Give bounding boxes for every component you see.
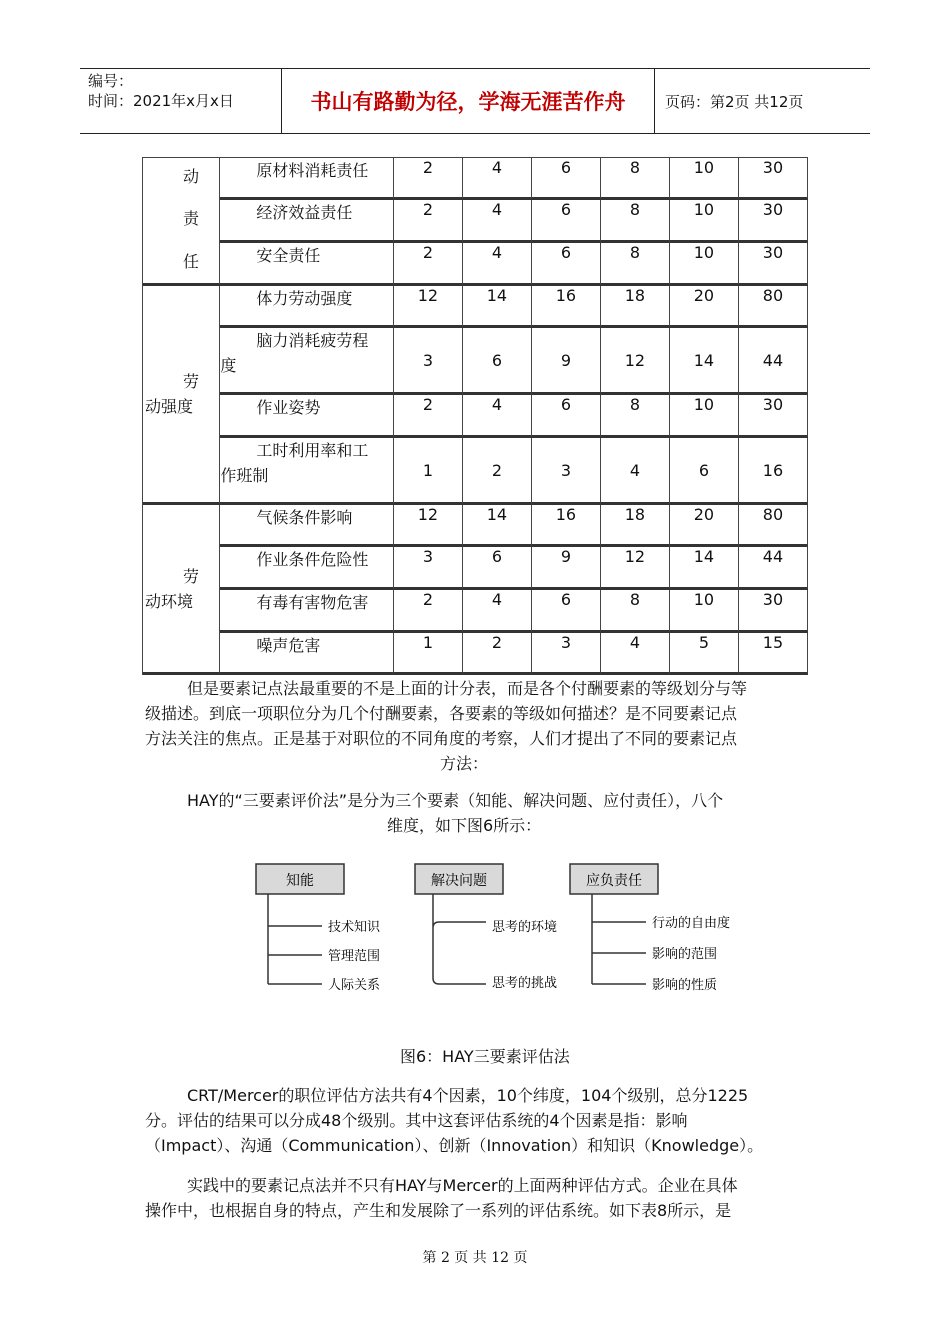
score-cell: 12 — [601, 547, 670, 590]
score-cell: 10 — [670, 200, 739, 243]
category-cell-responsibility — [143, 158, 220, 200]
para1-line2: 级描述。到底一项职位分为几个付酬要素，各要素的等级如何描述？是不同要素记点 — [145, 704, 738, 723]
score-cell: 6 — [532, 158, 601, 200]
diagram-group-problem-solving — [415, 864, 557, 991]
score-cell: 20 — [670, 286, 739, 328]
score-cell: 30 — [739, 395, 808, 438]
score-cell: 6 — [532, 200, 601, 243]
factor-label: 作业条件危险性 — [256, 550, 369, 569]
score-cell: 8 — [601, 590, 670, 633]
box-accountability-label: 应负责任 — [586, 873, 642, 889]
item-accountability-3: 影响的性质 — [652, 978, 718, 993]
hay-three-factor-diagram — [250, 856, 750, 1000]
score-cell: 6 — [532, 243, 601, 286]
header-motto: 书山有路勤为径，学海无涯苦作舟 — [282, 69, 655, 133]
score-cell: 2 — [394, 590, 463, 633]
category-environment-line2: 动环境 — [145, 591, 194, 611]
score-cell: 3 — [394, 547, 463, 590]
score-cell: 30 — [739, 243, 808, 286]
score-cell: 2 — [463, 633, 532, 675]
para2-line1: HAY的“三要素评价法”是分为三个要素（知能、解决问题、应付责任），八个 — [187, 791, 724, 810]
diagram-group-accountability — [570, 864, 730, 993]
category-char: 任 — [183, 252, 200, 271]
header-page-info: 页码：第2页 共12页 — [665, 92, 804, 111]
score-cell: 1 — [394, 633, 463, 675]
factor-label: 工时利用率和工 — [256, 441, 369, 460]
item-knowledge-3: 人际关系 — [328, 978, 381, 993]
factor-label: 噪声危害 — [256, 636, 321, 655]
factor-label: 体力劳动强度 — [256, 289, 353, 308]
score-cell: 6 — [670, 438, 739, 505]
score-cell: 3 — [394, 328, 463, 395]
score-cell: 2 — [394, 158, 463, 200]
factor-label-cell — [220, 395, 394, 438]
factor-label-cell — [220, 158, 394, 200]
para3-line3: （Impact）、沟通（Communication）、创新（Innovation）和知识（Knowledge）。 — [145, 1136, 764, 1155]
table-row — [143, 590, 808, 633]
factor-label-cell — [220, 243, 394, 286]
header-meta — [80, 69, 282, 133]
score-cell: 8 — [601, 243, 670, 286]
score-cell: 10 — [670, 590, 739, 633]
para1-line4: 方法： — [440, 754, 489, 773]
page-header — [80, 68, 870, 134]
score-cell: 16 — [532, 286, 601, 328]
score-cell: 9 — [532, 547, 601, 590]
score-cell: 44 — [739, 547, 808, 590]
score-cell: 4 — [601, 633, 670, 675]
factor-label: 有毒有害物危害 — [256, 593, 369, 612]
para3-line2: 分。评估的结果可以分成48个级别。其中这套评估系统的4个因素是指：影响 — [145, 1111, 688, 1130]
item-problem-1: 思考的环境 — [492, 920, 558, 935]
category-intensity-line2: 动强度 — [145, 397, 194, 416]
score-cell: 4 — [463, 158, 532, 200]
connector-problem-solving — [433, 894, 486, 984]
connector-accountability — [592, 894, 646, 984]
score-cell: 4 — [601, 438, 670, 505]
factor-label-cell — [220, 286, 394, 328]
score-cell: 12 — [601, 328, 670, 395]
header-date: 时间：2021年x月x日 — [88, 92, 234, 110]
para1-line1: 但是要素记点法最重要的不是上面的计分表，而是各个付酬要素的等级划分与等 — [187, 679, 748, 698]
table-row — [143, 505, 808, 547]
score-cell: 20 — [670, 505, 739, 547]
category-cell-responsibility — [143, 243, 220, 286]
score-cell: 3 — [532, 438, 601, 505]
score-cell: 15 — [739, 633, 808, 675]
score-cell: 10 — [670, 158, 739, 200]
factor-label: 经济效益责任 — [256, 203, 353, 222]
item-knowledge-1: 技术知识 — [328, 920, 381, 935]
score-cell: 10 — [670, 243, 739, 286]
factor-label-cont: 作班制 — [220, 466, 269, 485]
header-code-label: 编号： — [88, 72, 134, 90]
score-cell: 6 — [463, 547, 532, 590]
score-cell: 4 — [463, 200, 532, 243]
factor-label-cell — [220, 547, 394, 590]
category-cell-responsibility — [143, 200, 220, 243]
connector-knowledge — [268, 894, 322, 984]
score-cell: 16 — [532, 505, 601, 547]
score-cell: 2 — [394, 243, 463, 286]
score-cell: 80 — [739, 286, 808, 328]
score-cell: 10 — [670, 395, 739, 438]
box-problem-solving-label: 解决问题 — [431, 873, 487, 889]
score-cell: 8 — [601, 200, 670, 243]
factor-label-cell — [220, 200, 394, 243]
factor-label-cell — [220, 438, 394, 505]
score-cell: 5 — [670, 633, 739, 675]
box-knowledge-label: 知能 — [286, 873, 314, 889]
category-char: 责 — [183, 209, 200, 228]
table-row — [143, 633, 808, 675]
score-cell: 80 — [739, 505, 808, 547]
score-cell: 14 — [463, 505, 532, 547]
score-table — [142, 157, 808, 675]
table-row — [143, 395, 808, 438]
category-environment-line1: 劳 — [183, 566, 200, 586]
table-row — [143, 438, 808, 505]
score-cell: 30 — [739, 200, 808, 243]
score-cell: 12 — [394, 286, 463, 328]
score-cell: 6 — [532, 590, 601, 633]
table-row — [143, 328, 808, 395]
para2-line2: 维度，如下图6所示： — [387, 816, 542, 835]
score-cell: 14 — [670, 547, 739, 590]
para4-line1: 实践中的要素记点法并不只有HAY与Mercer的上面两种评估方式。企业在具体 — [187, 1176, 738, 1195]
score-cell: 16 — [739, 438, 808, 505]
factor-label: 脑力消耗疲劳程 — [256, 331, 369, 350]
category-cell-environment — [143, 505, 220, 675]
score-cell: 4 — [463, 590, 532, 633]
table-row — [143, 158, 808, 200]
score-cell: 3 — [532, 633, 601, 675]
factor-label: 安全责任 — [256, 246, 321, 265]
score-cell: 14 — [463, 286, 532, 328]
diagram-group-knowledge — [256, 864, 381, 993]
factor-label-cell — [220, 328, 394, 395]
item-problem-2: 思考的挑战 — [492, 976, 558, 991]
score-cell: 2 — [463, 438, 532, 505]
item-knowledge-2: 管理范围 — [328, 949, 381, 964]
item-accountability-1: 行动的自由度 — [652, 916, 731, 931]
table-row — [143, 243, 808, 286]
score-cell: 8 — [601, 395, 670, 438]
score-cell: 9 — [532, 328, 601, 395]
table-row — [143, 547, 808, 590]
score-cell: 12 — [394, 505, 463, 547]
factor-label-cell — [220, 633, 394, 675]
score-cell: 30 — [739, 158, 808, 200]
factor-label-cont: 度 — [220, 356, 237, 375]
score-cell: 1 — [394, 438, 463, 505]
factor-label: 气候条件影响 — [256, 508, 353, 527]
score-cell: 4 — [463, 243, 532, 286]
factor-label-cell — [220, 590, 394, 633]
para1-line3: 方法关注的焦点。正是基于对职位的不同角度的考察，人们才提出了不同的要素记点 — [145, 729, 738, 748]
category-char: 动 — [183, 167, 200, 186]
score-cell: 2 — [394, 200, 463, 243]
score-cell: 18 — [601, 505, 670, 547]
score-cell: 30 — [739, 590, 808, 633]
figure-caption: 图6：HAY三要素评估法 — [400, 1047, 570, 1066]
score-cell: 8 — [601, 158, 670, 200]
score-cell: 44 — [739, 328, 808, 395]
category-cell-intensity — [143, 286, 220, 505]
factor-label: 作业姿势 — [256, 398, 321, 417]
factor-label-cell — [220, 505, 394, 547]
table-row — [143, 286, 808, 328]
factor-label: 原材料消耗责任 — [256, 161, 369, 180]
score-cell: 4 — [463, 395, 532, 438]
score-cell: 14 — [670, 328, 739, 395]
score-cell: 6 — [463, 328, 532, 395]
score-cell: 2 — [394, 395, 463, 438]
table-row — [143, 200, 808, 243]
score-cell: 18 — [601, 286, 670, 328]
para3-line1: CRT/Mercer的职位评估方法共有4个因素，10个纬度，104个级别，总分1225 — [187, 1086, 749, 1105]
para4-line2: 操作中，也根据自身的特点，产生和发展除了一系列的评估系统。如下表8所示，是 — [145, 1201, 732, 1220]
category-intensity-line1: 劳 — [183, 372, 200, 391]
page-footer: 第 2 页 共 12 页 — [422, 1250, 528, 1266]
item-accountability-2: 影响的范围 — [652, 947, 718, 962]
score-cell: 6 — [532, 395, 601, 438]
